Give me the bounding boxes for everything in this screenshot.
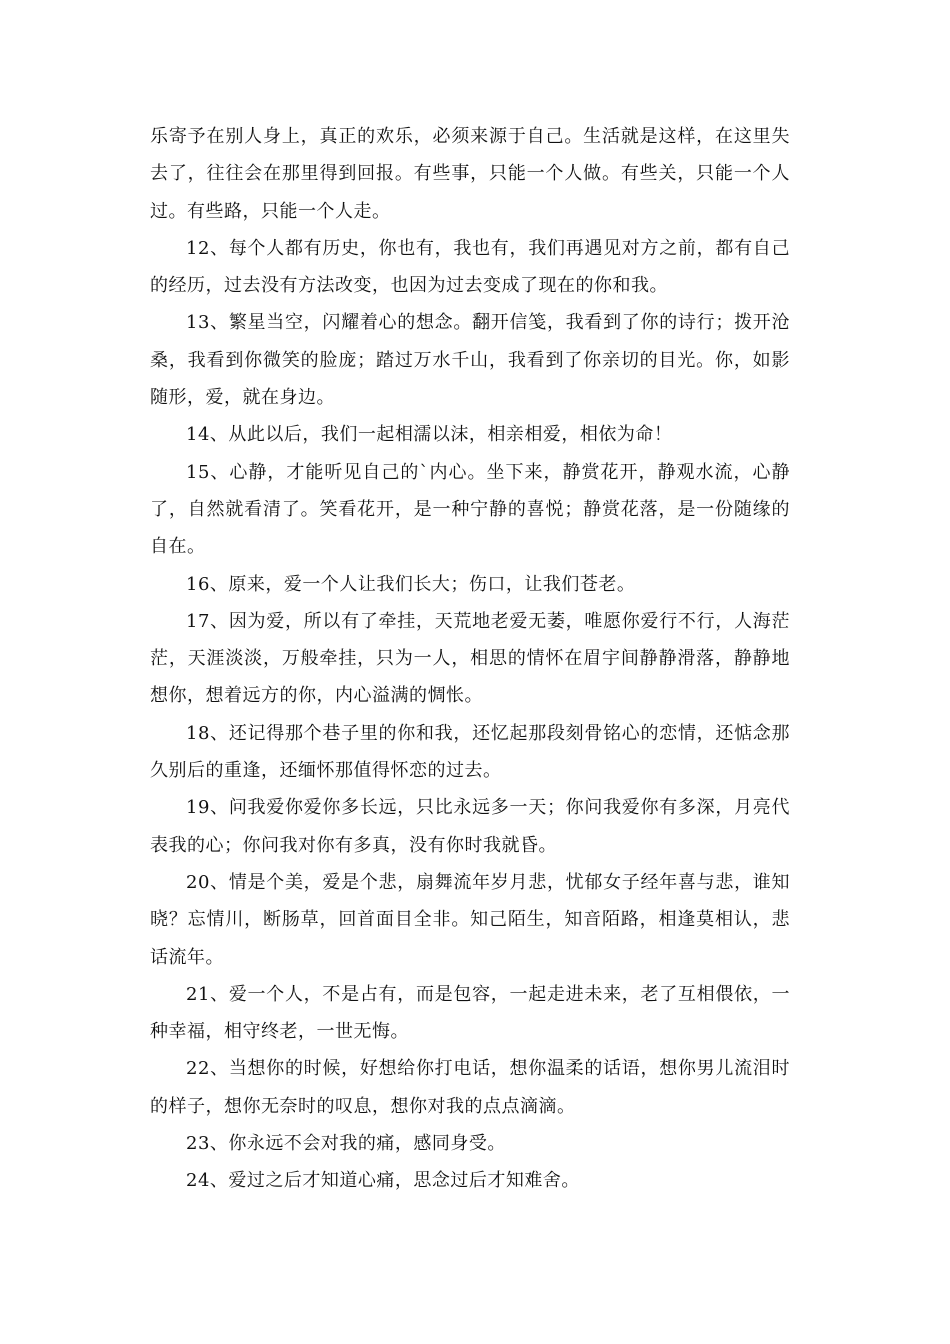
- paragraph-18: 18、还记得那个巷子里的你和我，还忆起那段刻骨铭心的恋情，还惦念那久别后的重逢，还缅怀那值得怀恋的过去。: [150, 722, 790, 782]
- paragraph-21: 21、爱一个人，不是占有，而是包容，一起走进未来，老了互相偎依，一种幸福，相守终老，一世无悔。: [150, 983, 790, 1043]
- paragraph-17: 17、因为爱，所以有了牵挂，天荒地老爱无萎，唯愿你爱行不行，人海茫茫，天涯淡淡，万般牵挂，只为一人，相思的情怀在眉宇间静静滑落，静静地想你，想着远方的你，内心溢满的惆怅。: [150, 610, 790, 707]
- paragraph-16: 16、原来，爱一个人让我们长大；伤口，让我们苍老。: [186, 573, 636, 595]
- paragraph-24: 24、爱过之后才知道心痛，思念过后才知难舍。: [186, 1170, 580, 1192]
- paragraph-12: 12、每个人都有历史，你也有，我也有，我们再遇见对方之前，都有自己的经历，过去没有方法改变，也因为过去变成了现在的你和我。: [150, 237, 790, 297]
- paragraph-13: 13、繁星当空，闪耀着心的想念。翻开信笺，我看到了你的诗行；拨开沧桑，我看到你微笑的脸庞；踏过万水千山，我看到了你亲切的目光。你，如影随形，爱，就在身边。: [150, 312, 790, 409]
- paragraph-22: 22、当想你的时候，好想给你打电话，想你温柔的话语，想你男儿流泪时的样子，想你无奈时的叹息，想你对我的点点滴滴。: [150, 1058, 790, 1117]
- paragraph-15: 15、心静，才能听见自己的`内心。坐下来，静赏花开，静观水流，心静了，自然就看清了。笑看花开，是一种宁静的喜悦；静赏花落，是一份随缘的自在。: [150, 461, 790, 558]
- paragraph-20: 20、情是个美，爱是个悲，扇舞流年岁月悲，忧郁女子经年喜与悲，谁知晓？忘情川，断肠草，回首面目全非。知己陌生，知音陌路，相逢莫相认，悲话流年。: [150, 871, 790, 968]
- paragraph-continuation: 乐寄予在别人身上，真正的欢乐，必须来源于自己。生活就是这样，在这里失去了，往往会在那里得到回报。有些事，只能一个人做。有些关，只能一个人过。有些路，只能一个人走。: [150, 126, 790, 222]
- paragraph-19: 19、问我爱你爱你多长远，只比永远多一天；你问我爱你有多深，月亮代表我的心；你问我对你有多真，没有你时我就昏。: [150, 797, 790, 856]
- paragraph-14: 14、从此以后，我们一起相濡以沫，相亲相爱，相依为命！: [186, 424, 673, 446]
- paragraph-23: 23、你永远不会对我的痛，感同身受。: [186, 1133, 506, 1155]
- document-body: [150, 118, 790, 1200]
